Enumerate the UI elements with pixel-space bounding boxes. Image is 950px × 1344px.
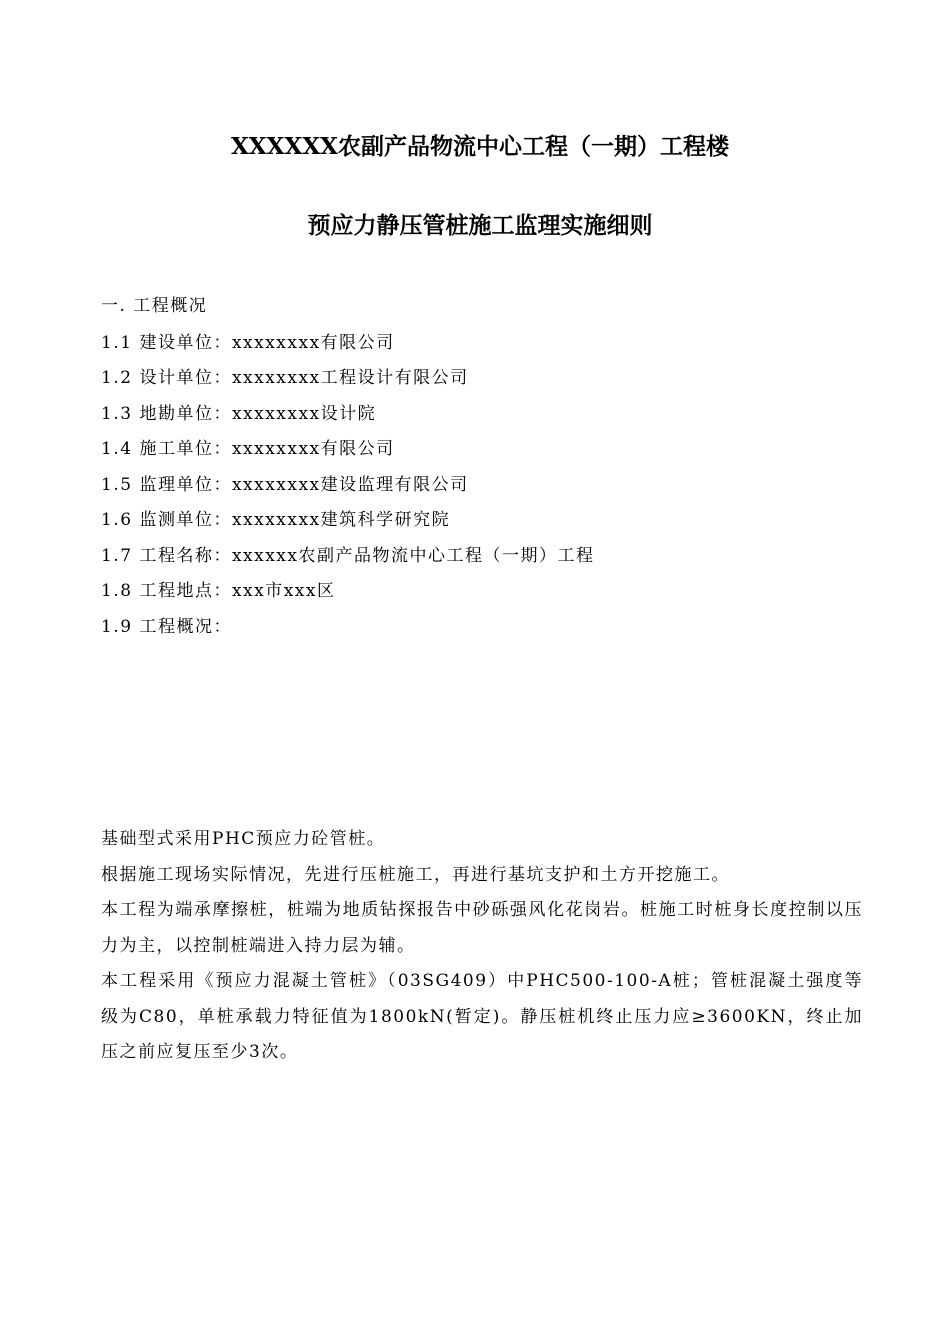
body-paragraph-pile-specification: 本工程采用《预应力混凝土管桩》（03SG409）中PHC500-100-A桩；管桩混凝土强度等级为C80，单桩承载力特征值为1800kN(暂定)。静压桩机终止压力应≥3600KN，终止加压之前应复压至少3次。 (101, 971, 863, 1062)
body-paragraph-construction-sequence: 根据施工现场实际情况，先进行压桩施工，再进行基坑支护和土方开挖施工。 (101, 865, 730, 885)
section-heading-overview: 一. 工程概况 (101, 296, 208, 316)
document-title-line2: 预应力静压管桩施工监理实施细则 (307, 212, 653, 239)
overview-item-construction-unit: 1.1 建设单位：xxxxxxxx有限公司 (101, 333, 395, 353)
overview-item-design-unit: 1.2 设计单位：xxxxxxxx工程设计有限公司 (101, 368, 469, 388)
overview-item-project-overview: 1.9 工程概况： (101, 617, 232, 637)
overview-item-monitoring-unit: 1.6 监测单位：xxxxxxxx建筑科学研究院 (101, 510, 451, 530)
overview-item-contractor: 1.4 施工单位：xxxxxxxx有限公司 (101, 439, 395, 459)
body-paragraph-pile-type: 本工程为端承摩擦桩，桩端为地质钻探报告中砂砾强风化花岗岩。桩施工时桩身长度控制以压力为主，以控制桩端进入持力层为辅。 (101, 900, 863, 956)
body-paragraph-foundation-type: 基础型式采用PHC预应力砼管桩。 (101, 829, 386, 849)
document-title-line1: XXXXXX农副产品物流中心工程（一期）工程楼 (230, 133, 730, 160)
overview-item-supervision-unit: 1.5 监理单位：xxxxxxxx建设监理有限公司 (101, 475, 469, 495)
overview-item-project-name: 1.7 工程名称：xxxxxx农副产品物流中心工程（一期）工程 (101, 546, 595, 566)
overview-item-survey-unit: 1.3 地勘单位：xxxxxxxx设计院 (101, 404, 377, 424)
overview-item-project-location: 1.8 工程地点：xxx市xxx区 (101, 581, 336, 601)
